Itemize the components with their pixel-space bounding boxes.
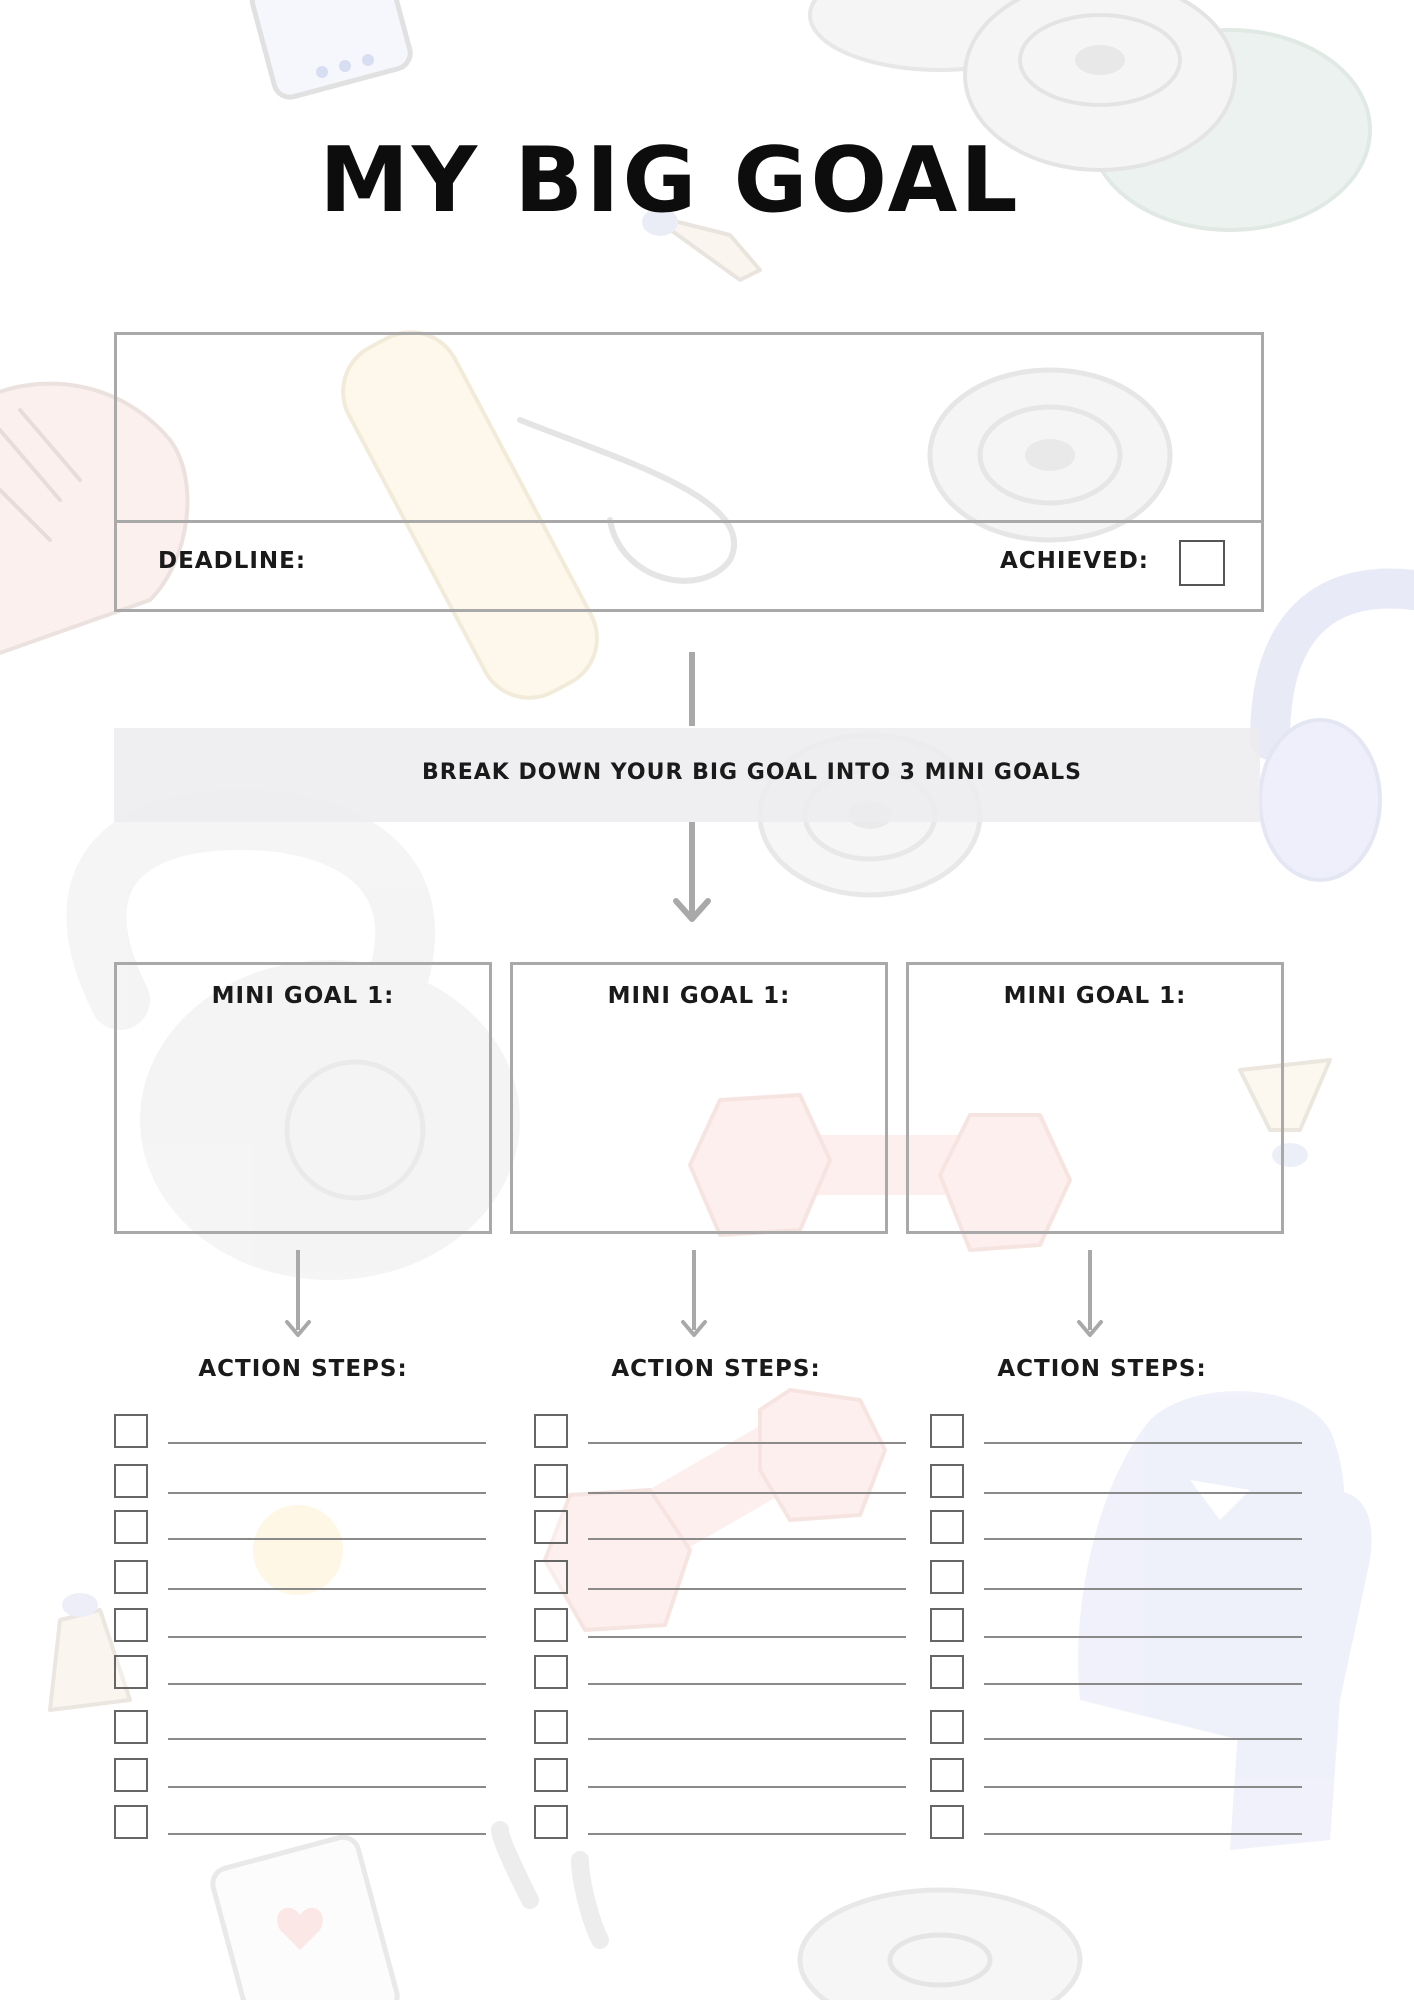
mini-goal-input-area[interactable] <box>919 1025 1271 1221</box>
mini-goal-title: MINI GOAL 1: <box>211 983 395 1009</box>
arrow-down-icon <box>680 1318 708 1340</box>
action-step-checkbox[interactable] <box>534 1510 568 1544</box>
big-goal-box <box>114 332 1264 612</box>
achieved-label: ACHIEVED: <box>1000 548 1149 574</box>
action-steps-title: ACTION STEPS: <box>198 1356 408 1382</box>
action-step-row <box>534 1758 906 1792</box>
action-step-line[interactable] <box>984 1538 1302 1540</box>
action-step-row <box>114 1510 486 1544</box>
action-step-checkbox[interactable] <box>114 1414 148 1448</box>
mini-goal-box-1 <box>114 962 492 1234</box>
big-goal-divider <box>117 520 1261 523</box>
action-step-row <box>534 1608 906 1642</box>
action-step-line[interactable] <box>168 1538 486 1540</box>
action-step-checkbox[interactable] <box>114 1758 148 1792</box>
mini-goal-input-area[interactable] <box>127 1025 479 1221</box>
action-step-row <box>114 1758 486 1792</box>
action-step-checkbox[interactable] <box>534 1758 568 1792</box>
action-step-row <box>534 1464 906 1498</box>
action-step-line[interactable] <box>168 1588 486 1590</box>
mini-goal-title: MINI GOAL 1: <box>1003 983 1187 1009</box>
mini-goal-input-area[interactable] <box>523 1025 875 1221</box>
action-step-line[interactable] <box>588 1588 906 1590</box>
action-step-line[interactable] <box>168 1636 486 1638</box>
action-step-row <box>534 1510 906 1544</box>
arrow-down-icon <box>284 1318 312 1340</box>
breakdown-banner <box>114 728 1260 822</box>
action-step-row <box>114 1414 486 1448</box>
action-steps-title: ACTION STEPS: <box>611 1356 821 1382</box>
action-step-line[interactable] <box>168 1786 486 1788</box>
action-step-row <box>930 1758 1302 1792</box>
action-step-row <box>930 1710 1302 1744</box>
action-step-line[interactable] <box>984 1442 1302 1444</box>
action-step-line[interactable] <box>588 1738 906 1740</box>
action-step-checkbox[interactable] <box>534 1464 568 1498</box>
deadline-label: DEADLINE: <box>158 548 307 574</box>
action-step-line[interactable] <box>984 1492 1302 1494</box>
action-step-row <box>534 1414 906 1448</box>
action-step-line[interactable] <box>984 1833 1302 1835</box>
action-step-row <box>114 1560 486 1594</box>
big-goal-input-area[interactable] <box>117 335 1261 520</box>
action-step-line[interactable] <box>588 1636 906 1638</box>
arrow-down-icon <box>672 895 712 929</box>
action-step-line[interactable] <box>984 1636 1302 1638</box>
action-step-row <box>114 1655 486 1689</box>
action-step-row <box>930 1464 1302 1498</box>
arrow-down-icon <box>1076 1318 1104 1340</box>
action-step-line[interactable] <box>168 1442 486 1444</box>
action-step-row <box>114 1805 486 1839</box>
action-step-line[interactable] <box>588 1683 906 1685</box>
action-step-checkbox[interactable] <box>114 1560 148 1594</box>
action-step-row <box>534 1655 906 1689</box>
action-step-line[interactable] <box>984 1588 1302 1590</box>
connector-line <box>689 652 695 726</box>
action-step-line[interactable] <box>588 1492 906 1494</box>
action-step-checkbox[interactable] <box>534 1805 568 1839</box>
mini-goal-box-2 <box>510 962 888 1234</box>
action-step-checkbox[interactable] <box>114 1510 148 1544</box>
action-step-checkbox[interactable] <box>930 1414 964 1448</box>
action-step-line[interactable] <box>168 1683 486 1685</box>
action-step-row <box>930 1560 1302 1594</box>
breakdown-text: BREAK DOWN YOUR BIG GOAL INTO 3 MINI GOALS <box>422 760 1082 785</box>
action-step-row <box>534 1560 906 1594</box>
action-step-checkbox[interactable] <box>930 1710 964 1744</box>
action-step-line[interactable] <box>588 1786 906 1788</box>
action-step-checkbox[interactable] <box>534 1608 568 1642</box>
mini-goal-box-3 <box>906 962 1284 1234</box>
action-step-checkbox[interactable] <box>114 1464 148 1498</box>
action-step-line[interactable] <box>588 1833 906 1835</box>
action-step-row <box>930 1608 1302 1642</box>
mini-goal-title: MINI GOAL 1: <box>607 983 791 1009</box>
action-step-line[interactable] <box>168 1492 486 1494</box>
action-step-row <box>930 1655 1302 1689</box>
action-step-checkbox[interactable] <box>114 1710 148 1744</box>
action-step-row <box>114 1710 486 1744</box>
action-step-line[interactable] <box>984 1683 1302 1685</box>
action-step-checkbox[interactable] <box>534 1655 568 1689</box>
action-step-checkbox[interactable] <box>534 1414 568 1448</box>
action-step-checkbox[interactable] <box>534 1710 568 1744</box>
action-step-line[interactable] <box>984 1738 1302 1740</box>
action-step-line[interactable] <box>588 1538 906 1540</box>
action-step-row <box>114 1608 486 1642</box>
action-step-checkbox[interactable] <box>930 1464 964 1498</box>
action-step-checkbox[interactable] <box>114 1805 148 1839</box>
action-steps-title: ACTION STEPS: <box>997 1356 1207 1382</box>
action-step-row <box>930 1414 1302 1448</box>
achieved-checkbox[interactable] <box>1179 540 1225 586</box>
action-step-row <box>114 1464 486 1498</box>
action-step-line[interactable] <box>168 1738 486 1740</box>
action-step-checkbox[interactable] <box>930 1510 964 1544</box>
action-step-line[interactable] <box>984 1786 1302 1788</box>
action-step-checkbox[interactable] <box>930 1805 964 1839</box>
action-step-row <box>534 1710 906 1744</box>
action-step-checkbox[interactable] <box>930 1758 964 1792</box>
action-step-line[interactable] <box>588 1442 906 1444</box>
action-step-line[interactable] <box>168 1833 486 1835</box>
action-step-checkbox[interactable] <box>930 1560 964 1594</box>
action-step-checkbox[interactable] <box>534 1560 568 1594</box>
action-step-checkbox[interactable] <box>930 1655 964 1689</box>
action-step-row <box>930 1510 1302 1544</box>
action-step-checkbox[interactable] <box>114 1655 148 1689</box>
action-step-row <box>534 1805 906 1839</box>
action-step-checkbox[interactable] <box>114 1608 148 1642</box>
action-step-row <box>930 1805 1302 1839</box>
page-title: MY BIG GOAL <box>319 128 1021 233</box>
action-step-checkbox[interactable] <box>930 1608 964 1642</box>
